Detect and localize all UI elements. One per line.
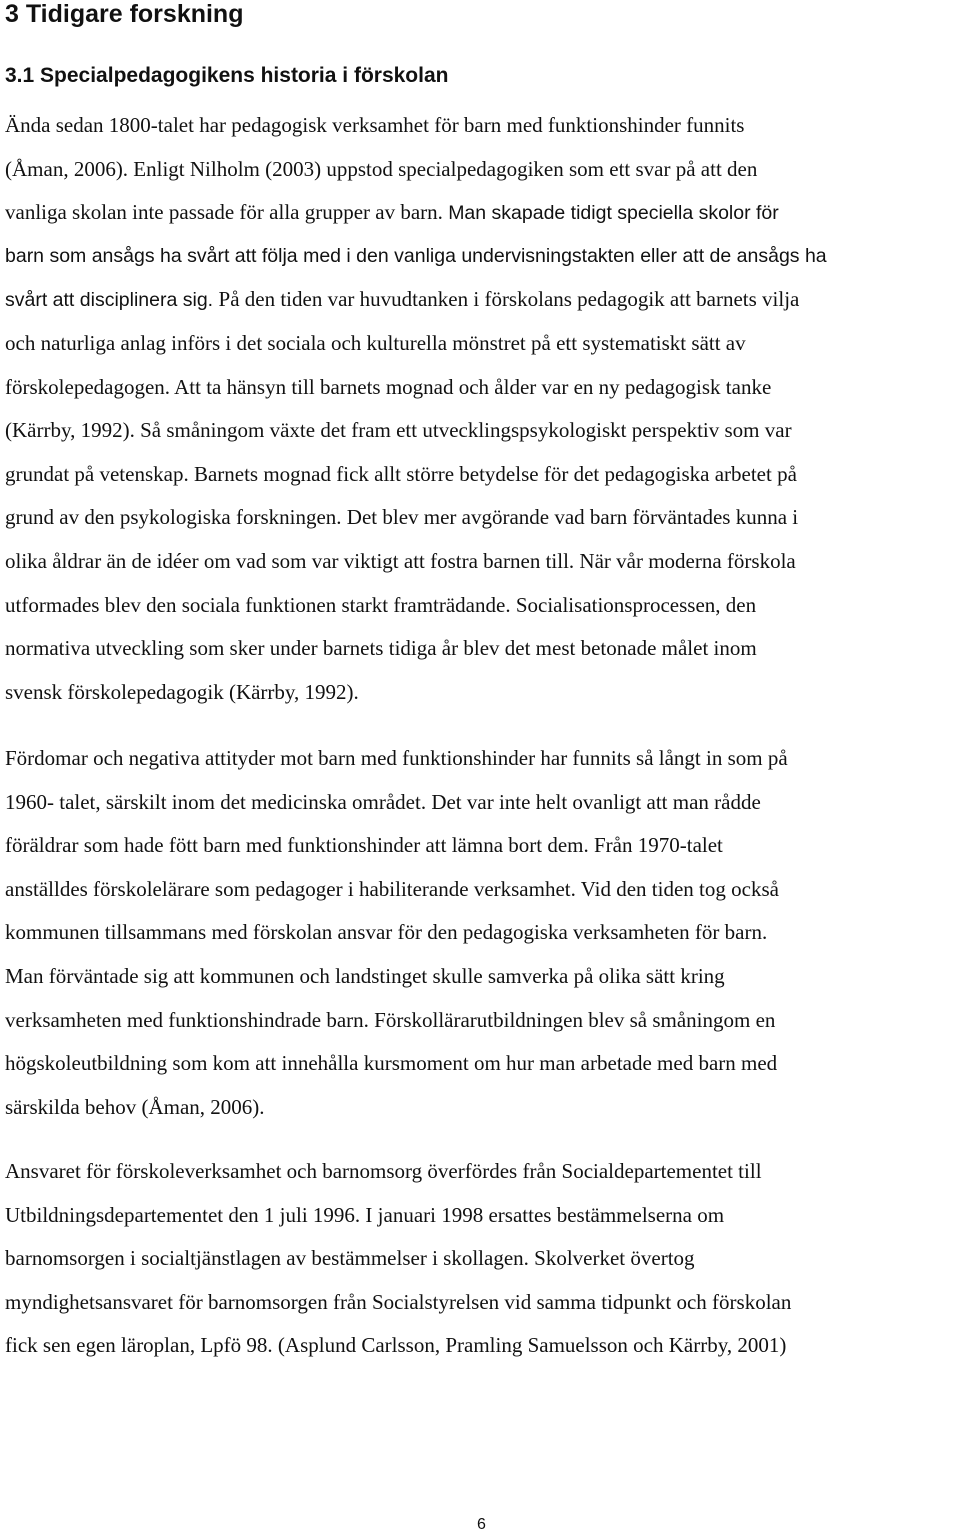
paragraph-line: högskoleutbildning som kom att innehålla kursmoment om hur man arbetade med barn med: [5, 1051, 778, 1076]
paragraph-line: föräldrar som hade fött barn med funktionshinder att lämna bort dem. Från 1970-talet: [5, 833, 723, 858]
paragraph-line: grundat på vetenskap. Barnets mognad fick allt större betydelse för det pedagogiska arbetet på: [5, 461, 797, 486]
paragraph-line: Fördomar och negativa attityder mot barn med funktionshinder har funnits så långt in som på: [5, 746, 788, 770]
document-page: [5, 0, 960, 1539]
paragraph-line: barn som ansågs ha svårt att följa med i den vanliga undervisningstakten eller att de ansågs ha: [5, 244, 827, 267]
paragraph-line: (Åman, 2006). Enligt Nilholm (2003) uppstod specialpedagogiken som ett svar på att den: [5, 156, 758, 181]
paragraph-line: 1960- talet, särskilt inom det medicinska området. Det var inte helt ovanligt att man rådde: [5, 789, 761, 814]
paragraph-2: [5, 737, 960, 1129]
section-heading: 3 Tidigare forskning: [5, 0, 244, 28]
paragraph-line: och naturliga anlag införs i det sociala och kulturella mönstret på ett systematiskt sätt av: [5, 330, 746, 355]
paragraph-line: anställdes förskolelärare som pedagoger i habiliterande verksamhet. Vid den tiden tog också: [5, 876, 779, 901]
paragraph-line: svensk förskolepedagogik (Kärrby, 1992).: [5, 679, 359, 704]
paragraph-line: normativa utveckling som sker under barnets tidiga år blev det mest betonade målet inom: [5, 636, 757, 661]
paragraph-line: Ansvaret för förskoleverksamhet och barnomsorg överfördes från Socialdepartementet till: [5, 1159, 762, 1183]
paragraph-line: förskolepedagogen. Att ta hänsyn till barnets mognad och ålder var en ny pedagogisk tanke: [5, 374, 772, 399]
paragraph-line: olika åldrar än de idéer om vad som var viktigt att fostra barnen till. När vår moderna förskola: [5, 548, 796, 573]
paragraph-line: grund av den psykologiska forskningen. Det blev mer avgörande vad barn förväntades kunna i: [5, 505, 799, 530]
paragraph-line: (Kärrby, 1992). Så småningom växte det fram ett utvecklingspsykologiskt perspektiv som var: [5, 418, 792, 443]
paragraph-line: Utbildningsdepartementet den 1 juli 1996. I januari 1998 ersattes bestämmelserna om: [5, 1202, 725, 1227]
paragraph-line: svårt att disciplinera sig. På den tiden var huvudtanken i förskolans pedagogik att barnets vilja: [5, 287, 800, 312]
paragraph-line: verksamheten med funktionshindrade barn. Förskollärarutbildningen blev så småningom en: [5, 1007, 776, 1032]
paragraph-line: Man förväntade sig att kommunen och landstinget skulle samverka på olika sätt kring: [5, 963, 725, 988]
subsection-heading: 3.1 Specialpedagogikens historia i förskolan: [5, 64, 449, 87]
paragraph-line: myndighetsansvaret för barnomsorgen från Socialstyrelsen vid samma tidpunkt och förskolan: [5, 1289, 792, 1314]
paragraph-3: [5, 1150, 960, 1368]
paragraph-line: barnomsorgen i socialtjänstlagen av bestämmelser i skollagen. Skolverket övertog: [5, 1246, 695, 1271]
paragraph-line: särskilda behov (Åman, 2006).: [5, 1094, 265, 1119]
paragraph-line: Ända sedan 1800-talet har pedagogisk verksamhet för barn med funktionshinder funnits: [5, 113, 745, 137]
paragraph-line: fick sen egen läroplan, Lpfö 98. (Asplund Carlsson, Pramling Samuelsson och Kärrby, 2001): [5, 1333, 787, 1358]
paragraph-1: [5, 104, 960, 714]
paragraph-line: utformades blev den sociala funktionen starkt framträdande. Socialisationsprocessen, den: [5, 592, 757, 617]
paragraph-line: vanliga skolan inte passade för alla grupper av barn. Man skapade tidigt speciella skolor för: [5, 200, 779, 225]
page-number: 6: [477, 1516, 486, 1533]
paragraph-line: kommunen tillsammans med förskolan ansvar för den pedagogiska verksamheten för barn.: [5, 920, 768, 945]
